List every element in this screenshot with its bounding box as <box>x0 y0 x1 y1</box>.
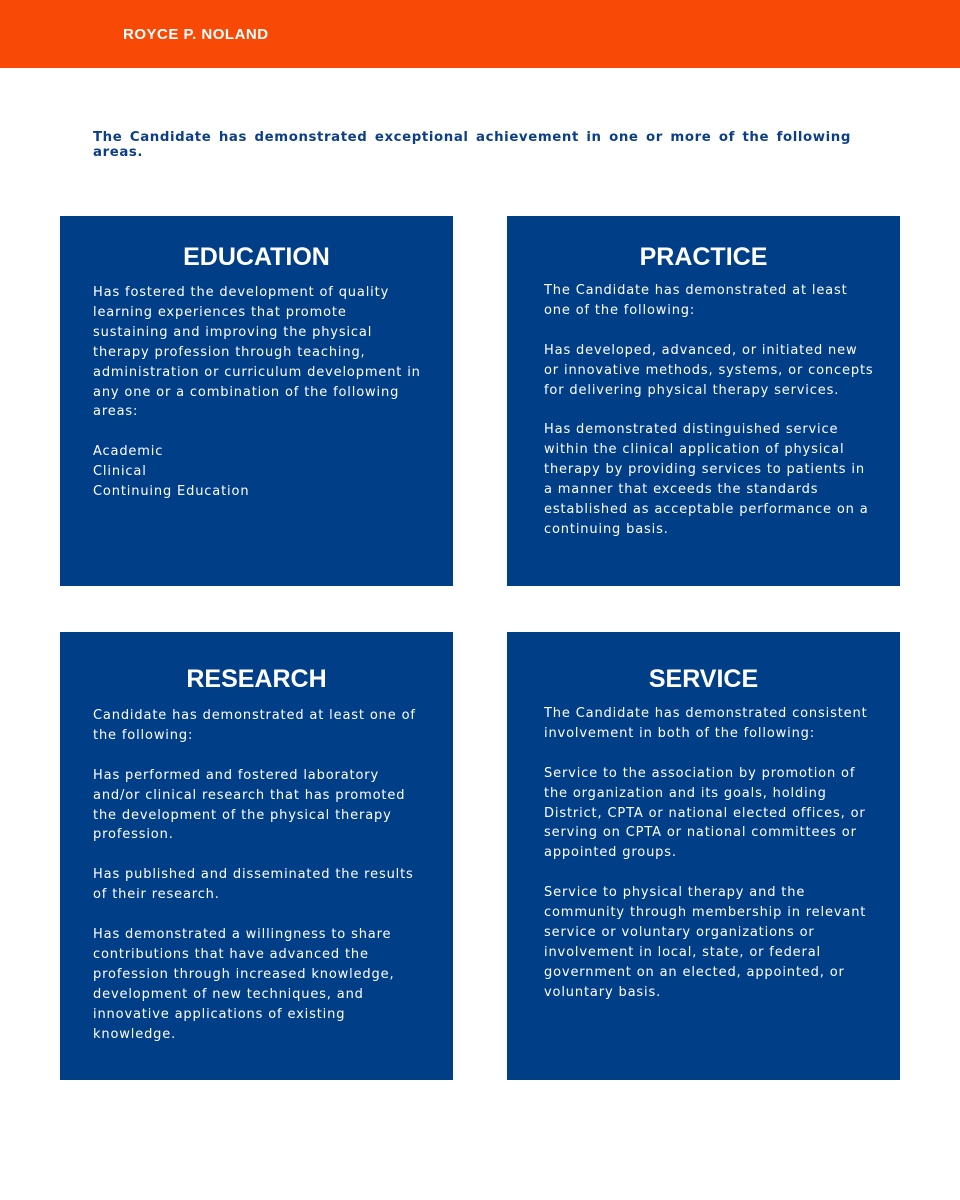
service-body: The Candidate has demonstrated consistent involvement in both of the following: Service to the association by promotion of the organization and its goals, holding District, CPTA or national elected offices, or serving on CPTA or national committees or appointed groups. Service to physical therapy and the community through membership in relevant service or voluntary organizations or involvement in local, state, or federal government on an elected, appointed, or voluntary basis. <box>544 706 868 1000</box>
practice-body: The Candidate has demonstrated at least one of the following: Has developed, advanced, or initiated new or innovative methods, systems, or concepts for delivering physical therapy services. Has demonstrated distinguished service within the clinical application of physical therapy by providing services to patients in a manner that exceeds the standards established as acceptable performance on a continuing basis. <box>544 283 874 537</box>
education-card <box>60 216 453 586</box>
practice-card <box>507 216 900 586</box>
education-title: EDUCATION <box>183 243 330 271</box>
service-title: SERVICE <box>648 665 759 693</box>
header-banner <box>0 0 960 68</box>
candidate-name: ROYCE P. NOLAND <box>123 26 269 43</box>
research-card <box>60 632 453 1080</box>
practice-title: PRACTICE <box>639 243 768 271</box>
intro-text: The Candidate has demonstrated exceptional achievement in one or more of the following areas. <box>93 130 851 160</box>
research-title: RESEARCH <box>186 665 327 693</box>
education-body: Has fostered the development of quality learning experiences that promote sustaining and improving the physical therapy profession through teaching, administration or curriculum development in any one or a combination of the following areas: Academic Clinical Continuing Education <box>93 285 421 500</box>
research-body: Candidate has demonstrated at least one of the following: Has performed and fostered laboratory and/or clinical research that has promoted the development of the physical therapy profession. Has published and disseminated the results of their research. Has demonstrated a willingness to share contributions that have advanced the profession through increased knowledge, development of new techniques, and innovative applications of existing knowledge. <box>93 708 416 1042</box>
service-card <box>507 632 900 1080</box>
